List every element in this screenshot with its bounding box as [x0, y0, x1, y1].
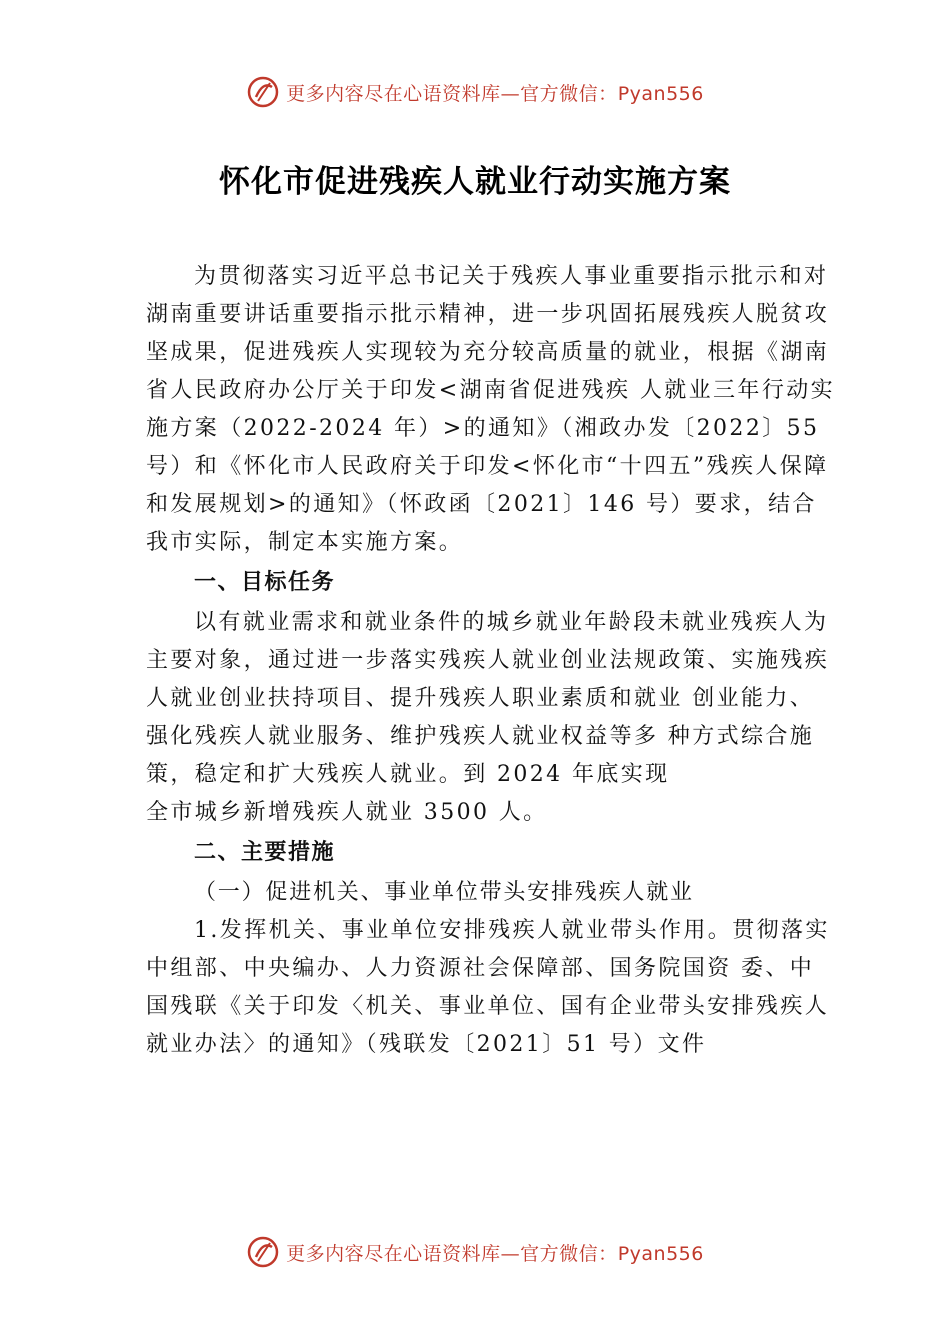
section2-heading: 二、主要措施	[194, 840, 336, 865]
intro-paragraph: 为贯彻落实习近平总书记关于残疾人事业重要指示批示和对湖南重要讲话重要指示批示精神，进一步巩固拓展残疾人脱贫攻坚成果，促进残疾人实现较为充分较高质量的就业，根据《湖南省人民政府办公厅关于印发<湖南省促进残疾 人就业三年行动实施方案（2022-2024 年）>的通知》（湘政办发〔2022〕55 号）和《怀化市人民政府关于印发<怀化市“十四五”残疾人保障和发展规划>的通知》（怀政函〔2021〕146 号）要求，结合我市实际，制定本实施方案。	[146, 264, 836, 555]
section1-heading: 一、目标任务	[194, 570, 336, 595]
watermark-label: 官方微信：	[520, 82, 618, 105]
section1-paragraph: 以有就业需求和就业条件的城乡就业年龄段未就业残疾人为主要对象，通过进一步落实残疾人就业创业法规政策、实施残疾人就业创业扶持项目、提升残疾人职业素质和就业 创业能力、强化残疾人就业服务、维护残疾人就业权益等多 种方式综合施策，稳定和扩大残疾人就业。到 2024 年底实现	[146, 610, 830, 787]
section2-subheading: （一）促进机关、事业单位带头安排残疾人就业	[194, 880, 694, 905]
watermark-text: 更多内容尽在心语资料库	[286, 1242, 501, 1265]
watermark-text: 更多内容尽在心语资料库	[286, 82, 501, 105]
watermark-footer	[0, 1232, 950, 1272]
watermark-header	[0, 72, 950, 112]
watermark-text-group	[286, 1239, 704, 1266]
watermark-handle: Pyan556	[617, 82, 704, 105]
watermark-text-group	[286, 79, 704, 106]
document-body	[146, 258, 836, 1064]
watermark-separator: —	[500, 1242, 521, 1265]
watermark-handle: Pyan556	[617, 1242, 704, 1265]
brand-logo-icon	[246, 1235, 280, 1269]
page-title: 怀化市促进残疾人就业行动实施方案	[219, 164, 731, 200]
section2-item1-paragraph: 1.发挥机关、事业单位安排残疾人就业带头作用。贯彻落实中组部、中央编办、人力资源社会保障部、国务院国资 委、中国残联《关于印发〈机关、事业单位、国有企业带头安排残疾人就业办法〉的通知》（残联发〔2021〕51 号）文件	[146, 918, 830, 1057]
watermark-label: 官方微信：	[520, 1242, 618, 1265]
section1-paragraph-end: 全市城乡新增残疾人就业 3500 人。	[146, 800, 548, 825]
brand-logo-icon	[246, 75, 280, 109]
watermark-separator: —	[500, 82, 521, 105]
